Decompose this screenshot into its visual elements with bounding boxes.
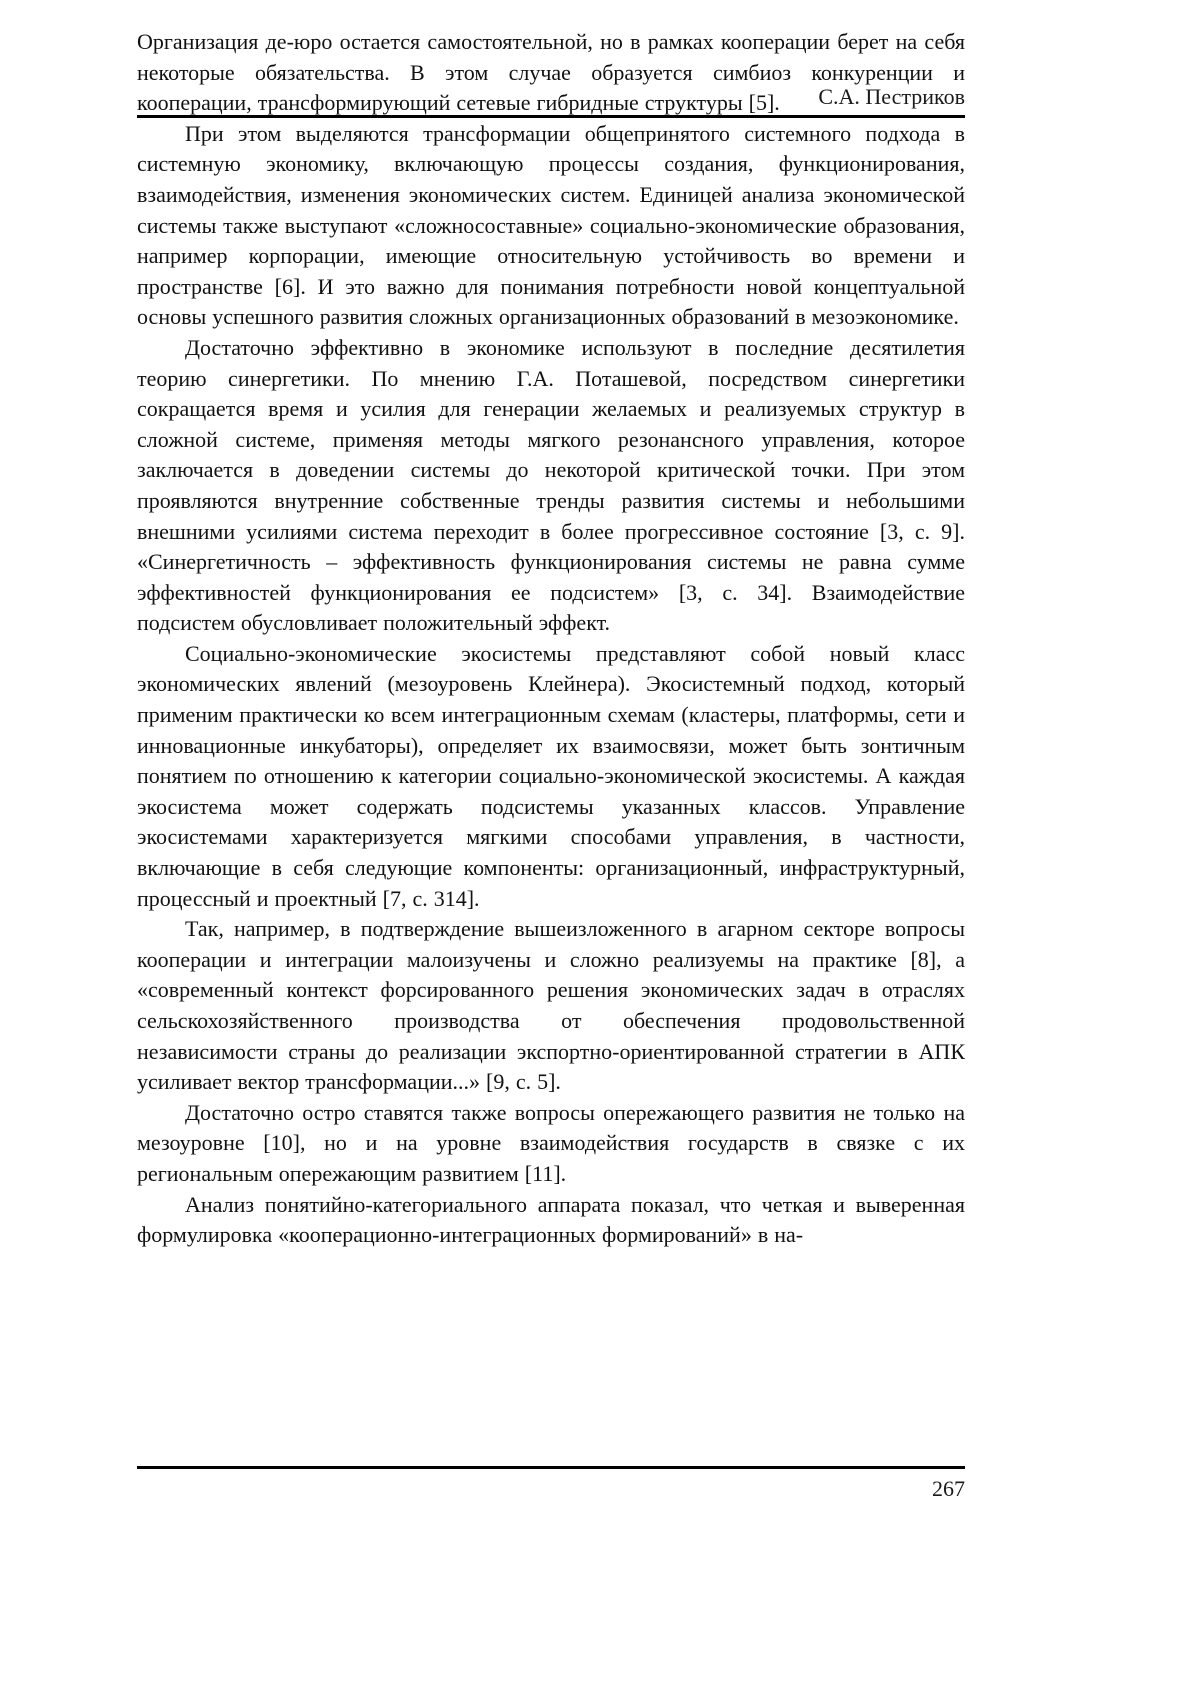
paragraph: Достаточно остро ставятся также вопросы опережающего развития не только на мезоуровне [10], но и на уровне взаимодействия государств в связке с их региональным опережающим развитием [11]. — [137, 1099, 965, 1186]
paragraph: Анализ понятийно-категориального аппарата показал, что четкая и выверенная формулировка «кооперационно-интеграционных формирований» в на- — [137, 1191, 965, 1248]
paragraph: При этом выделяются трансформации общепринятого системного подхода в системную экономику, включающую процессы создания, функционирования, взаимодействия, изменения экономических систем. Единицей анализа экономической системы также выступают «сложносоставные» социально-экономические образования, например корпорации, имеющие относительную устойчивость во времени и пространстве [6]. И это важно для понимания потребности новой концептуальной основы успешного развития сложных организационных образований в мезоэкономике. — [137, 120, 965, 330]
footer-rule — [137, 1466, 965, 1469]
paragraph: Социально-экономические экосистемы представляют собой новый класс экономических явлений (мезоуровень Клейнера). Экосистемный подход, который применим практически ко всем интеграционным схемам (кластеры, платформы, сети и инновационные инкубаторы), определяет их взаимосвязи, может быть зонтичным понятием по отношению к категории социально-экономической экосистемы. А каждая экосистема может содержать подсистемы указанных классов. Управление экосистемами характеризуется мягкими способами управления, в частности, включающие в себя следующие компоненты: организационный, инфраструктурный, процессный и проектный [7, с. 314]. — [137, 640, 965, 911]
running-head-author: С.А. Пестриков — [818, 84, 965, 109]
paragraph: Организация де-юро остается самостоятельной, но в рамках кооперации берет на себя некоторые обязательства. В этом случае образуется симбиоз конкуренции и кооперации, трансформирующий сетевые гибридные структуры [5]. — [137, 29, 965, 116]
paragraph: Так, например, в подтверждение вышеизложенного в агарном секторе вопросы кооперации и интеграции малоизучены и сложно реализуемы на практике [8], а «современный контекст форсированного решения экономических задач в отраслях сельскохозяйственного производства от обеспечения продовольственной независимости страны до реализации экспортно-ориентированной стратегии в АПК усиливает вектор трансформации...» [9, с. 5]. — [137, 916, 965, 1095]
page-body — [137, 27, 965, 1251]
page-number: 267 — [932, 1476, 965, 1501]
page-footer — [137, 1466, 965, 1503]
paragraph: Достаточно эффективно в экономике используют в последние десятилетия теорию синергетики. По мнению Г.А. Поташевой, посредством синергетики сокращается время и усилия для генерации желаемых и реализуемых структур в сложной системе, применяя методы мягкого резонансного управления, которое заключается в доведении системы до некоторой критической точки. При этом проявляются внутренние собственные тренды развития системы и небольшими внешними усилиями система переходит в более прогрессивное состояние [3, с. 9]. «Синергетичность – эффективность функционирования системы не равна сумме эффективностей функционирования ее подсистем» [3, с. 34]. Взаимодействие подсистем обусловливает положительный эффект. — [137, 334, 965, 636]
